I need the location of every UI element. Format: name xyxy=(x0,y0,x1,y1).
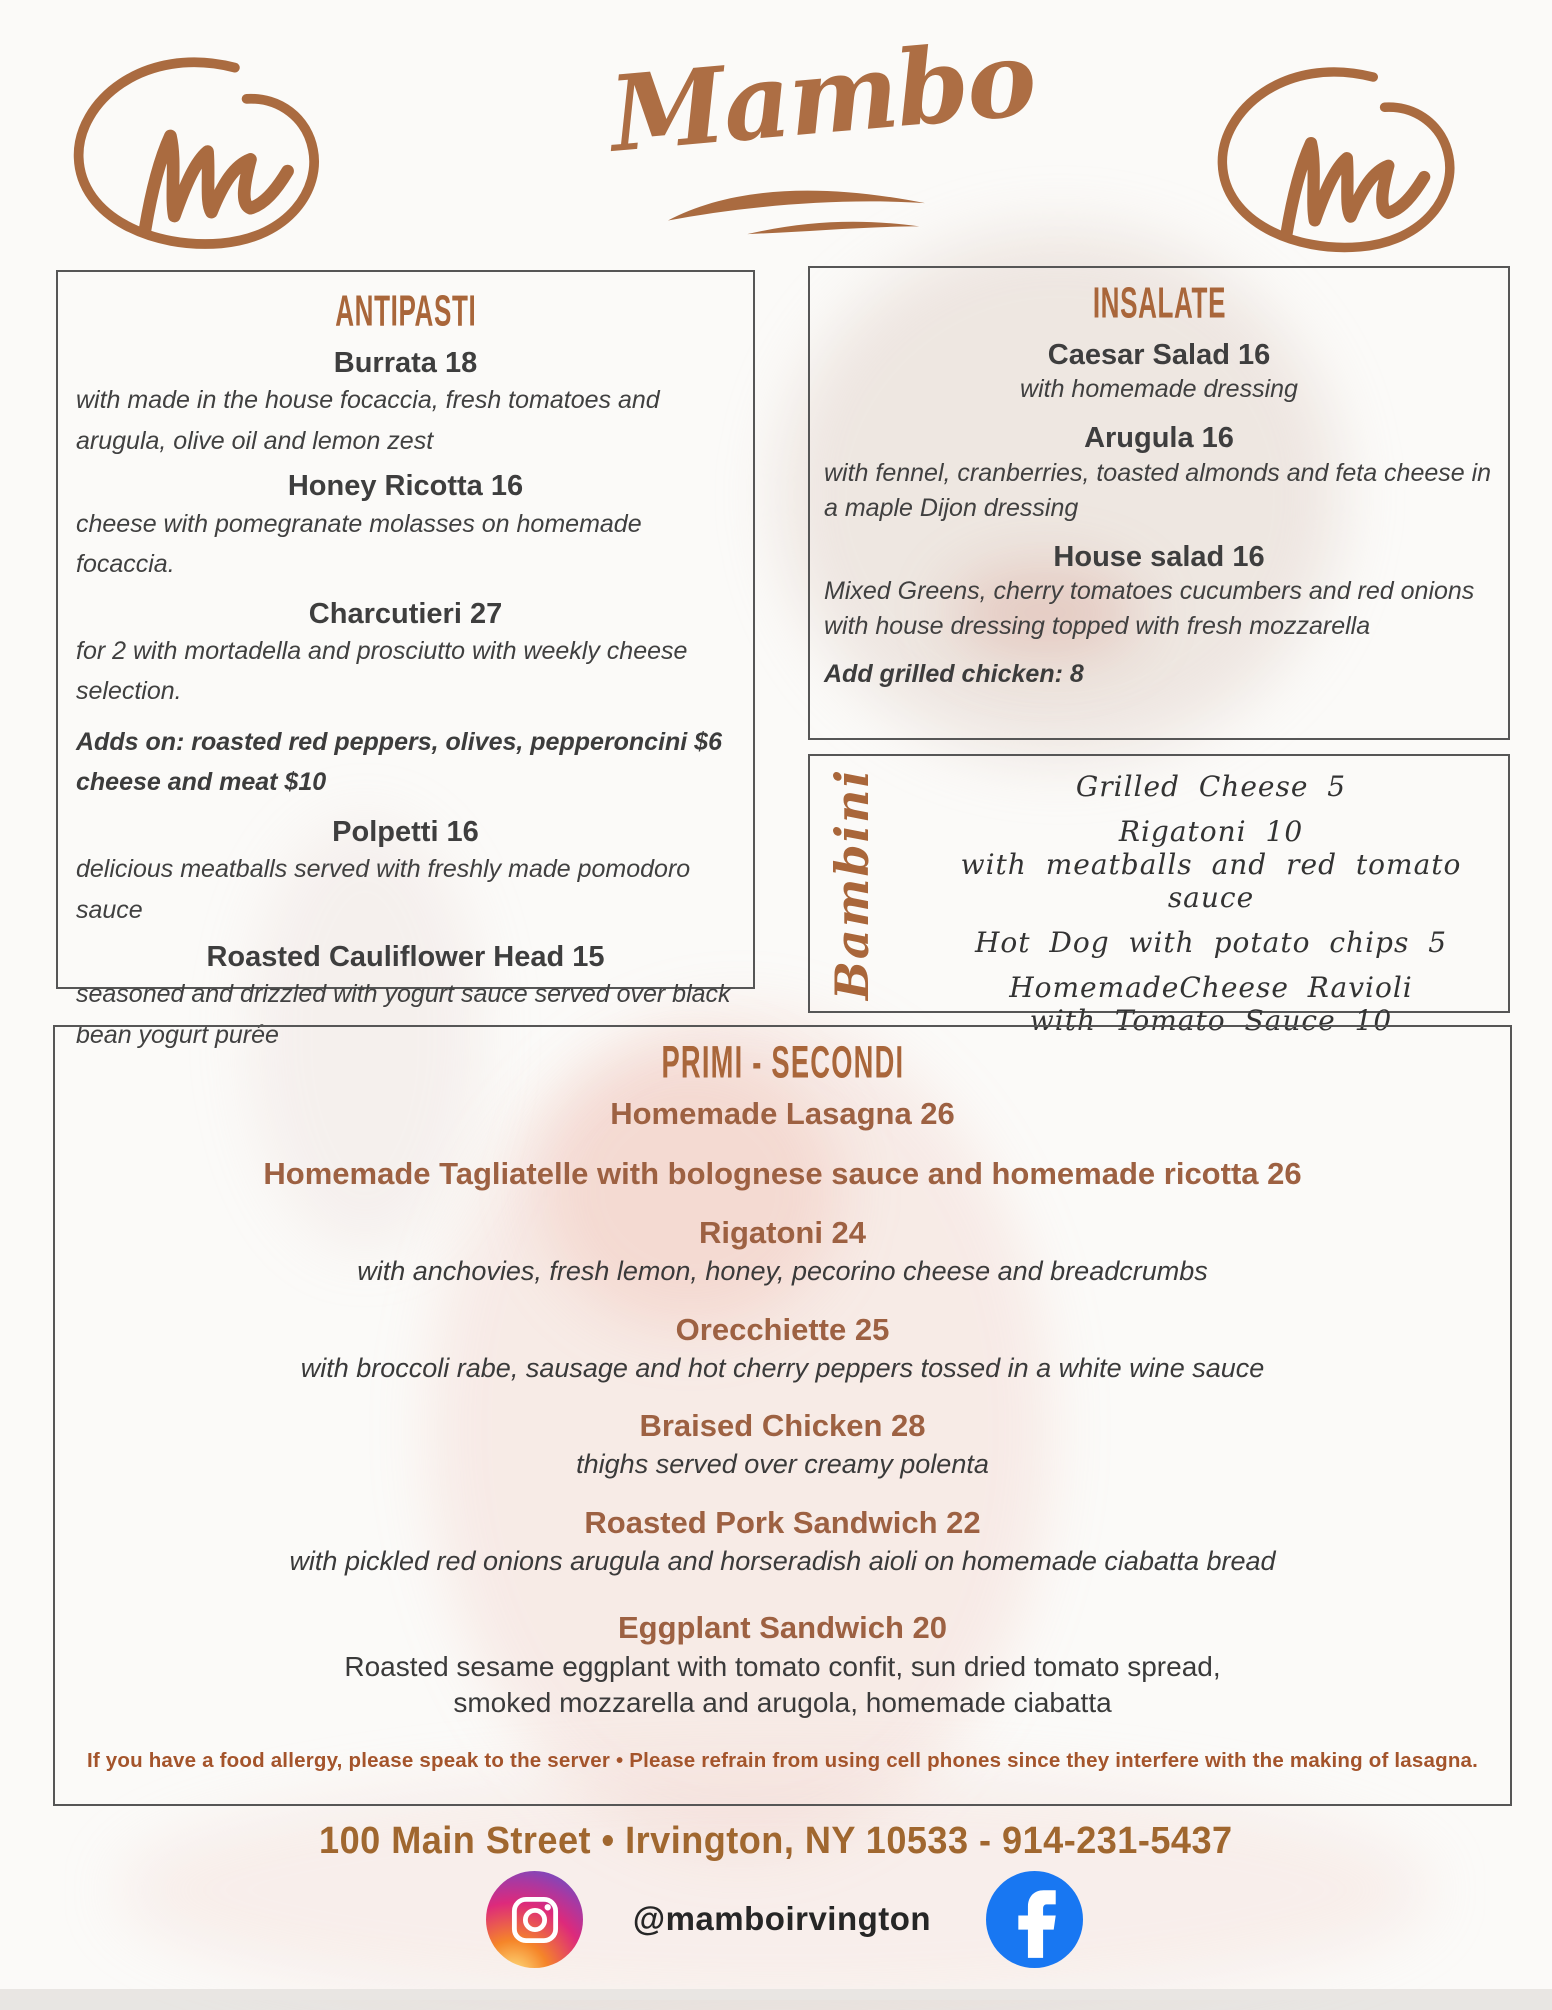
primi-secondi-section xyxy=(53,1025,1512,1806)
menu-item-tagliatelle xyxy=(79,1155,1486,1192)
antipasti-section xyxy=(56,270,755,1049)
menu-item-description: with anchovies, fresh lemon, honey, pecorino cheese and breadcrumbs xyxy=(357,1255,1208,1286)
menu-item-description: seasoned and drizzled with yogurt sauce served over black bean yogurt purée xyxy=(76,980,731,1049)
menu-item-name: Polpetti 16 xyxy=(332,815,479,848)
menu-item-rigatoni xyxy=(79,1214,1486,1289)
menu-item-description: with fennel, cranberries, toasted almonds and feta cheese in a maple Dijon dressing xyxy=(824,458,1492,522)
menu-item-description: Mixed Greens, cherry tomatoes cucumbers and red onions with house dressing topped with fresh mozzarella xyxy=(824,576,1475,640)
mambo-monogram-icon xyxy=(58,52,318,257)
menu-item-name: Eggplant Sandwich 20 xyxy=(618,1609,947,1645)
menu-item-burrata xyxy=(76,346,735,461)
menu-item-roasted-pork-sandwich xyxy=(79,1504,1486,1579)
menu-item-name: Honey Ricotta 16 xyxy=(287,470,524,503)
menu-item-name: Orecchiette 25 xyxy=(675,1311,890,1347)
menu-item-description: with meatballs and red tomato sauce xyxy=(960,848,1462,915)
menu-item-name: Braised Chicken 28 xyxy=(639,1408,926,1444)
menu-item-polpetti xyxy=(76,815,735,930)
menu-item-name: Roasted Cauliflower Head 15 xyxy=(206,941,605,974)
menu-item-caesar-salad xyxy=(824,338,1494,407)
logo-underline-swoosh xyxy=(660,178,935,236)
menu-item-lasagna xyxy=(79,1095,1486,1132)
menu-item-name: Arugula 16 xyxy=(1084,422,1234,455)
menu-item-description: cheese with pomegranate molasses on homemade focaccia. xyxy=(76,509,642,579)
mambo-monogram-icon xyxy=(1202,62,1454,260)
allergy-notice: If you have a food allergy, please speak to the server • Please refrain from using cell phones since they interfere with the making of lasagna. xyxy=(86,1748,1479,1772)
menu-item-eggplant-sandwich xyxy=(79,1609,1486,1721)
menu-item-arugula xyxy=(824,421,1494,525)
restaurant-address: 100 Main Street • Irvington, NY 10533 - 914-231-5437 xyxy=(319,1820,1233,1862)
menu-item-name: Charcutieri 27 xyxy=(308,597,503,630)
insalate-addon-note: Add grilled chicken: 8 xyxy=(824,659,1084,688)
antipasti-addon-note: Adds on: roasted red peppers, olives, pepperoncini $6 cheese and meat $10 xyxy=(76,727,722,797)
menu-item-name: Hot Dog with potato chips 5 xyxy=(974,926,1448,960)
bambini-items xyxy=(924,768,1498,1037)
menu-item-description: thighs served over creamy polenta xyxy=(576,1449,989,1480)
menu-item-description: with broccoli rabe, sausage and hot cherry peppers tossed in a white wine sauce xyxy=(300,1352,1265,1383)
page-bottom-edge xyxy=(0,1989,1552,2000)
menu-item-name: Homemade Tagliatelle with bolognese sauce and homemade ricotta 26 xyxy=(263,1155,1302,1191)
menu-item-description: with Tomato Sauce 10 xyxy=(1029,1004,1393,1038)
menu-item-name: Rigatoni 24 xyxy=(698,1214,867,1250)
menu-item-name: Rigatoni 10 xyxy=(1118,815,1304,849)
menu-item-honey-ricotta xyxy=(76,469,735,584)
menu-item-name: Homemade Lasagna 26 xyxy=(610,1096,955,1132)
menu-item-house-salad xyxy=(824,540,1494,644)
menu-item-name: HomemadeCheese Ravioli xyxy=(1009,971,1413,1005)
facebook-icon xyxy=(986,1871,1083,1968)
menu-item-description: with homemade dressing xyxy=(1020,375,1298,404)
menu-item-kids-rigatoni xyxy=(924,815,1498,914)
antipasti-title: ANTIPASTI xyxy=(334,286,477,335)
menu-item-description: with made in the house focaccia, fresh tomatoes and arugula, olive oil and lemon zest xyxy=(76,386,660,455)
menu-item-charcutieri xyxy=(76,597,735,712)
instagram-handle: @mamboirvington xyxy=(632,1900,932,1937)
bambini-label: Bambini xyxy=(825,767,880,1000)
menu-item-braised-chicken xyxy=(79,1407,1486,1482)
menu-item-orecchiette xyxy=(79,1311,1486,1386)
instagram-icon xyxy=(486,1871,583,1968)
menu-item-description: delicious meatballs served with freshly made pomodoro sauce xyxy=(76,855,691,924)
menu-item-description-line: smoked mozzarella and arugola, homemade ciabatta xyxy=(453,1686,1112,1718)
menu-item-description: for 2 with mortadella and prosciutto with weekly cheese selection. xyxy=(76,636,688,706)
mambo-logo-wordmark: Mambo xyxy=(605,16,1039,176)
menu-item-description-line: Roasted sesame eggplant with tomato confit, sun dried tomato spread, xyxy=(344,1650,1221,1682)
menu-item-name: House salad 16 xyxy=(1053,540,1265,573)
menu-item-name: Grilled Cheese 5 xyxy=(1075,770,1347,803)
insalate-section xyxy=(808,266,1510,740)
bambini-section xyxy=(808,754,1510,1038)
insalate-title: INSALATE xyxy=(1092,278,1226,327)
menu-item-name: Roasted Pork Sandwich 22 xyxy=(584,1504,981,1540)
menu-item-hot-dog xyxy=(924,926,1498,959)
primi-secondi-title: PRIMI - SECONDI xyxy=(661,1036,904,1088)
menu-item-name: Caesar Salad 16 xyxy=(1047,339,1271,372)
menu-item-name: Burrata 18 xyxy=(333,347,478,380)
background-watermark xyxy=(120,1770,1430,2010)
menu-item-description: with pickled red onions arugula and horseradish aioli on homemade ciabatta bread xyxy=(289,1546,1276,1577)
menu-item-grilled-cheese xyxy=(924,770,1498,803)
